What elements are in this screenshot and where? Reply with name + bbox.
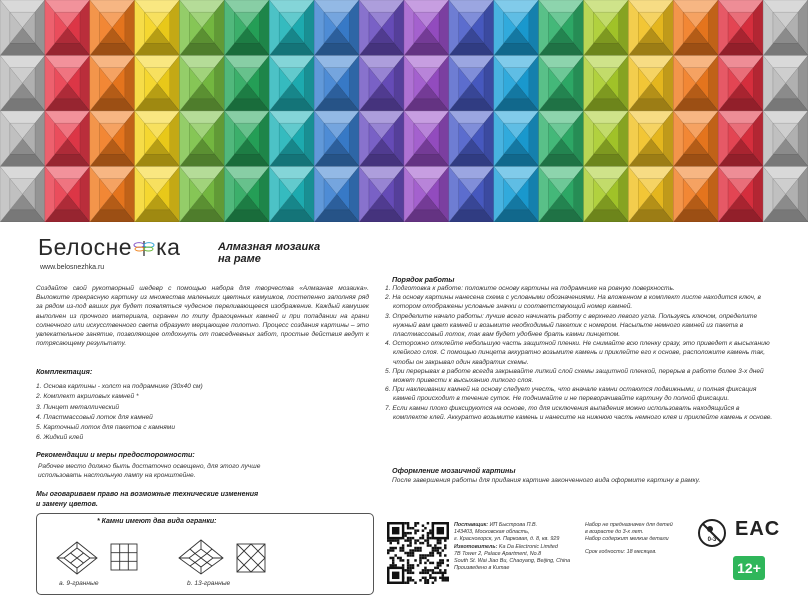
gem-tile (359, 111, 404, 167)
list-item: 1. Подготовка к работе: положите основу картины на подрамнике на ровную поверхность. (385, 285, 675, 292)
gem-tile (718, 0, 763, 56)
gem-tile (90, 167, 135, 223)
dragonfly-icon (132, 239, 156, 257)
gem-tile (0, 167, 45, 223)
gem-tile (628, 56, 673, 112)
gem-pattern-banner (0, 0, 808, 222)
gem-tile (359, 0, 404, 56)
gem-tile (45, 0, 90, 56)
gem-13-facet-diagram (175, 528, 271, 578)
list-item: 4. Пластмассовый лоток для камней (36, 413, 153, 421)
shelf-life: Срок годности: 18 месяцев. (585, 548, 657, 555)
list-item: 7. Если камни плохо фиксируются на основе, то для исключения выпадения можно использовать находящийся в комплекте клей. Аккуратно возьмите камень и нанесите на нижнюю часть немного клея и приклейте камень к основе. (385, 404, 773, 421)
age-line: в возрасте до 3-х лет. (585, 529, 644, 536)
gem-tile (224, 56, 269, 112)
gem-tile (224, 0, 269, 56)
gem-tile (269, 0, 314, 56)
gem-tile (673, 167, 718, 223)
recommend-text (38, 462, 338, 481)
gem-tile (494, 167, 539, 223)
gem-tile (180, 0, 225, 56)
gem-tile (45, 111, 90, 167)
brand-logo-text: Белосне ка (38, 234, 181, 260)
gem-tile (0, 111, 45, 167)
facet-a-label: a. 9-гранные (59, 580, 99, 587)
maker-line (454, 544, 584, 551)
intro-text: Создайте свой рукотворный шедевр с помощью набора для творчества «Алмазная мозаика». Выложите прекрасную картину из множества маленьких цветных камушков, постепенно заполняя ряд за рядом из-под ваших рук будет появляться чудесное переливающееся изображение. Каждый камушек выполнен из прочного материала, огранен по типу драгоценных камней и при попадании на грани солнечного или искусственного света образует мерцающее полотно. Процесс создания картины – это увлекательное занятие, позволяющее отдохнуть от повседневных забот, простые действия ведут к потрясающему результату. (36, 285, 369, 348)
frame-text: После завершения работы для придания картине законченного вида оформите картину в рамку. (392, 477, 701, 484)
gem-tile (314, 0, 359, 56)
list-item: 2. Комплект акриловых камней * (36, 393, 139, 401)
gem-tile (763, 167, 808, 223)
facet-b-label: b. 13-гранные (187, 580, 231, 587)
eac-mark: EAC (735, 518, 781, 540)
gem-tile (494, 56, 539, 112)
age-warning (585, 522, 695, 556)
gem-tile (0, 56, 45, 112)
gem-tile (314, 111, 359, 167)
gem-tile (45, 56, 90, 112)
facets-title: * Камни имеют два вида огранки: (97, 518, 217, 525)
warning-line-2: и замену цветов. (36, 500, 98, 508)
list-item: 3. Определите начало работы: лучше всего начинать работу с верхнего левого угла. Пользуясь ключом, определите нужный вам цвет камней и возьмите необходимый пакетик с номером. Насыпьте немного камней из пакета в пластмассовый лоток, так вам будет удобнее брать камни пинцетом. (385, 312, 758, 339)
list-item: 3. Пинцет металлический (36, 403, 120, 411)
maker-info (454, 522, 584, 572)
age-line: Набор не предназначен для детей (585, 522, 673, 528)
gem-tile (269, 167, 314, 223)
gem-tile (628, 111, 673, 167)
gem-tile (404, 56, 449, 112)
gem-tile (494, 0, 539, 56)
gem-tile (135, 111, 180, 167)
list-item: 4. Осторожно отклейте небольшую часть защитной пленки. Не снимайте всю пленку сразу, это приведет к высыханию клейкого слоя. С помощью пинцета аккуратно возьмите камень и приклейте его к основе, расположите камень так, чтобы он закрывал один квадратик схемы. (385, 340, 770, 366)
gem-tile (180, 56, 225, 112)
gem-tile (90, 0, 135, 56)
frame-heading: Оформление мозаичной картины (392, 466, 516, 475)
age-line: Набор содержит мелкие детали (585, 536, 669, 543)
subtitle-line-2: на раме (218, 253, 261, 265)
gem-9-facet-diagram (53, 528, 143, 578)
gem-tile (763, 56, 808, 112)
maker-line: Произведено в Китае (454, 565, 510, 572)
gem-tile (718, 111, 763, 167)
gem-tile (718, 56, 763, 112)
gem-tile (224, 167, 269, 223)
gem-tile (449, 56, 494, 112)
gem-tile (135, 56, 180, 112)
maker-line: 143403, Московская область, (454, 529, 530, 536)
gem-tile (269, 56, 314, 112)
maker-line (454, 522, 584, 529)
order-heading: Порядок работы (392, 275, 455, 284)
gem-tile (449, 0, 494, 56)
gem-tile (314, 56, 359, 112)
gem-tile (0, 0, 45, 56)
gem-tile (314, 167, 359, 223)
kit-heading: Комплектация: (36, 367, 93, 376)
gem-tile (449, 111, 494, 167)
gem-tile (359, 56, 404, 112)
recommend-heading: Рекомендации и меры предосторожности: (36, 450, 195, 459)
product-subtitle (218, 241, 320, 265)
facets-box (36, 513, 374, 595)
gem-tile (135, 0, 180, 56)
gem-tile (584, 111, 629, 167)
gem-tile (763, 0, 808, 56)
gem-tile (404, 167, 449, 223)
warning-text (36, 490, 336, 509)
maker-line: г. Красногорск, ул. Парковая, д. 8, кв. 929 (454, 536, 560, 543)
gem-tile (269, 111, 314, 167)
order-list (385, 284, 775, 422)
subtitle-line-1: Алмазная мозаика (218, 241, 321, 253)
gem-tile (539, 111, 584, 167)
list-item: 6. Жидкий клей (36, 434, 84, 442)
gem-tile (584, 167, 629, 223)
maker-line: 7B Tower 2, Palace Apartment, No.8 (454, 550, 542, 557)
gem-tile (673, 56, 718, 112)
gem-tile (584, 0, 629, 56)
age-rating-badge: 12+ (733, 556, 765, 580)
maker-manufacturer: Ka Da Electronic Limited (497, 543, 558, 550)
gem-tile (90, 111, 135, 167)
recommend-line-2: использовать настольную лампу на кронштейне. (38, 472, 196, 480)
gem-tile (224, 111, 269, 167)
qr-code-icon (387, 522, 449, 584)
kit-list (36, 382, 203, 444)
gem-tile (404, 0, 449, 56)
gem-tile (449, 167, 494, 223)
gem-tile (628, 167, 673, 223)
age-icon-text: 0-3 (707, 537, 717, 543)
list-item: 1. Основа картины - холст на подрамнике (30х40 см) (36, 383, 203, 390)
gem-tile (494, 111, 539, 167)
gem-tile (45, 167, 90, 223)
warning-line-1: Мы оговариваем право на возможные технические изменения (36, 491, 259, 498)
no-small-children-icon (697, 518, 727, 548)
list-item: 5. При перерывах в работе всегда закрывайте липкий слой схемы защитной пленкой, перерыв в работе более 3-х дней может привести к высыханию липкого слоя. (385, 367, 764, 385)
gem-tile (673, 0, 718, 56)
brand-logo (38, 234, 180, 261)
gem-tile (539, 167, 584, 223)
gem-tile (718, 167, 763, 223)
maker-supplier-label: Поставщик: (454, 522, 489, 528)
gem-tile (404, 111, 449, 167)
gem-tile (763, 111, 808, 167)
list-item: 6. При наклеивании камней на основу следует учесть, что вначале камни остаются подвижными, и полная фиксация камней происходит в течение суток. Не поднимайте и не переворачивайте картину до полной фиксации. (385, 386, 757, 403)
recommend-line-1: Рабочее место должно быть достаточно освещено, для этого лучше (38, 463, 261, 470)
gem-tile (359, 167, 404, 223)
gem-tile (628, 0, 673, 56)
gem-tile (539, 0, 584, 56)
gem-tile (584, 56, 629, 112)
list-item: 5. Карточный лоток для пакетов с камнями (36, 424, 175, 432)
maker-line: South St. Wai Jiao Bu, Chaoyang, Beijing, China (454, 558, 571, 565)
maker-supplier: ИП Быстрова П.В. (488, 522, 538, 528)
gem-tile (539, 56, 584, 112)
gem-tile (180, 111, 225, 167)
list-item: 2. На основу картины нанесена схема с условными обозначениями. На вложенном в комплект листе находится ключ, в котором отображены условные значки и соответствующий номер камней. (385, 294, 761, 311)
gem-tile (673, 111, 718, 167)
brand-url: www.belosnezhka.ru (40, 264, 105, 271)
maker-manufacturer-label: Изготовитель: (454, 543, 498, 550)
gem-tile (90, 56, 135, 112)
gem-tile (135, 167, 180, 223)
gem-tile (180, 167, 225, 223)
